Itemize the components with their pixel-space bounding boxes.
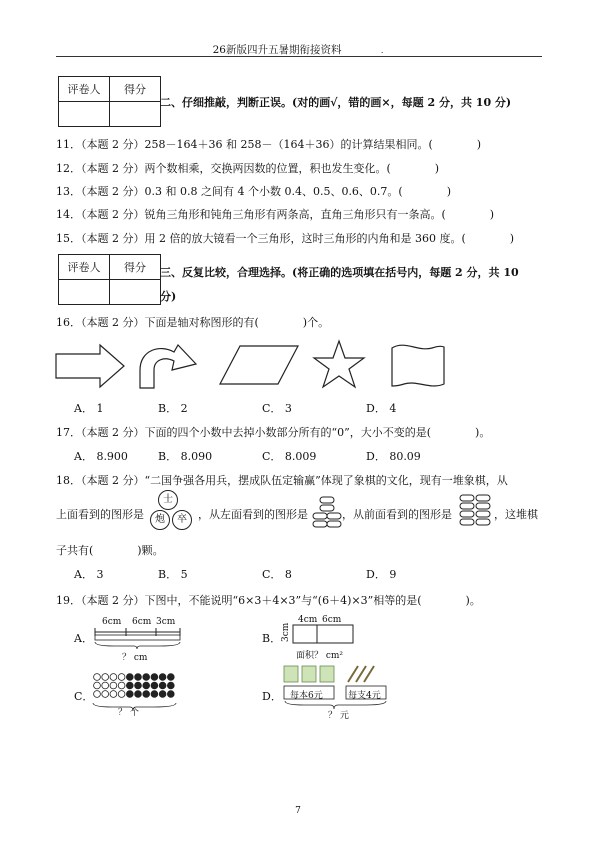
hollow-dot	[102, 674, 109, 681]
parallelogram-shape	[220, 346, 298, 384]
q16-stem: 16．（本题 2 分）下面是轴对称图形的有( )个。	[56, 316, 330, 329]
q19-c-question: ？ 个	[118, 708, 139, 718]
chess-piece-shi: 士	[158, 490, 178, 510]
reviewer-cell: 评卷人	[59, 77, 110, 102]
q19-d-pen-price: 每支4元	[348, 691, 381, 701]
section3-title-line2: 分)	[160, 290, 177, 303]
filled-dot	[143, 674, 150, 681]
q19-b-height: 3cm	[281, 622, 291, 642]
hollow-dot	[102, 682, 109, 689]
q19-a-seg1: 6cm	[102, 617, 122, 627]
q19-a-diagram	[94, 626, 184, 650]
q19-option-a-label[interactable]: A．	[74, 632, 93, 645]
q17-option-a[interactable]: A． 8.900	[74, 450, 128, 463]
filled-dot	[151, 691, 158, 698]
section2-title: 二、仔细推敲，判断正误。(对的画√，错的画×，每题 2 分，共 10 分)	[160, 96, 512, 109]
chess-piece-pao: 炮	[150, 510, 170, 530]
chess-piece-zu: 卒	[172, 510, 192, 530]
chess-left-view	[312, 496, 342, 530]
q19-b-question: 面积？ cm²	[296, 651, 344, 661]
chess-front-view	[458, 494, 494, 532]
filled-dot	[126, 674, 133, 681]
q19-option-d-label[interactable]: D．	[262, 690, 282, 703]
filled-dot	[151, 682, 158, 689]
q18-line2a: 上面看到的图形是	[56, 508, 144, 521]
filled-dot	[135, 682, 142, 689]
q19-d-question: ？ 元	[328, 711, 349, 721]
q18-option-a[interactable]: A． 3	[74, 568, 104, 581]
filled-dot	[151, 674, 158, 681]
filled-dot	[167, 674, 174, 681]
arrow-right-shape	[56, 345, 124, 387]
filled-dot	[126, 691, 133, 698]
flag-shape	[392, 345, 444, 386]
hollow-dot	[94, 691, 101, 698]
filled-dot	[143, 682, 150, 689]
filled-dot	[143, 691, 150, 698]
filled-dot	[159, 682, 166, 689]
hollow-dot	[110, 674, 117, 681]
q18-line3: 子共有( )颗。	[56, 544, 164, 557]
score-cell: 得分	[110, 77, 161, 102]
q19-option-b-label[interactable]: B．	[262, 632, 282, 645]
page-number: 7	[295, 806, 301, 816]
filled-dot	[135, 674, 142, 681]
q14: 14．（本题 2 分）锐角三角形和钝角三角形有两条高，直角三角形只有一条高。( )	[56, 208, 495, 221]
q19-d-book-price: 每本6元	[290, 691, 323, 701]
hollow-dot	[94, 682, 101, 689]
q18-option-c[interactable]: C． 8	[262, 568, 292, 581]
q12: 12．（本题 2 分）两个数相乘，交换两因数的位置，积也发生变化。( )	[56, 162, 440, 175]
book-icon	[284, 666, 298, 682]
hollow-dot	[110, 682, 117, 689]
q17-stem: 17．（本题 2 分）下面的四个小数中去掉小数部分所有的“0”，大小不变的是( )。	[56, 426, 491, 439]
header-dot: .	[380, 46, 384, 55]
q15: 15．（本题 2 分）用 2 倍的放大镜看一个三角形，这时三角形的内角和是 360 度。( )	[56, 232, 515, 245]
filled-dot	[167, 682, 174, 689]
section3-title-line1: 三、反复比较，合理选择。(将正确的选项填在括号内，每题 2 分，共 10	[160, 266, 519, 279]
q18-line2d: ，这堆棋	[494, 508, 538, 521]
hollow-dot	[118, 674, 125, 681]
q18-line1: 18．（本题 2 分）“二国争强各用兵，摆成队伍定输赢”体现了象棋的文化，现有一堆象棋，从	[56, 474, 508, 487]
q18-line2c: ，从前面看到的图形是	[342, 508, 452, 521]
q19-a-seg2: 6cm	[132, 617, 152, 627]
q19-b-width2: 6cm	[322, 615, 342, 625]
score-cell: 得分	[110, 255, 161, 280]
chess-top-view	[150, 490, 198, 534]
hollow-dot	[118, 682, 125, 689]
star-shape	[314, 341, 364, 387]
q19-b-width1: 4cm	[298, 615, 318, 625]
q16-option-b[interactable]: B． 2	[158, 402, 188, 415]
q18-option-d[interactable]: D． 9	[366, 568, 397, 581]
hollow-dot	[102, 691, 109, 698]
book-icon	[320, 666, 334, 682]
q19-stem: 19．（本题 2 分）下图中，不能说明“6×3＋4×3”与“(6＋4)×3”相等的是( )。	[56, 594, 481, 607]
q18-line2b: ，从左面看到的图形是	[198, 508, 308, 521]
q16-option-d[interactable]: D． 4	[366, 402, 397, 415]
filled-dot	[126, 682, 133, 689]
header-title: 26新版四升五暑期衔接资料	[212, 44, 342, 56]
hollow-dot	[94, 674, 101, 681]
filled-dot	[159, 691, 166, 698]
filled-dot	[135, 691, 142, 698]
q13: 13．（本题 2 分）0.3 和 0.8 之间有 4 个小数 0.4、0.5、0.6、0.7。( )	[56, 185, 452, 198]
q17-option-d[interactable]: D． 80.09	[366, 450, 421, 463]
q19-b-diagram	[292, 624, 356, 646]
q19-a-seg3: 3cm	[156, 617, 176, 627]
filled-dot	[167, 691, 174, 698]
book-icon	[302, 666, 316, 682]
q19-a-question: ？ cm	[122, 653, 148, 663]
curved-arrow-shape	[140, 345, 196, 388]
q16-shapes	[0, 0, 596, 400]
hollow-dot	[118, 691, 125, 698]
reviewer-cell: 评卷人	[59, 255, 110, 280]
filled-dot	[159, 674, 166, 681]
q18-option-b[interactable]: B． 5	[158, 568, 188, 581]
q16-option-c[interactable]: C． 3	[262, 402, 292, 415]
hollow-dot	[110, 691, 117, 698]
q17-option-c[interactable]: C． 8.009	[262, 450, 317, 463]
q19-option-c-label[interactable]: C．	[74, 690, 94, 703]
q17-option-b[interactable]: B． 8.090	[158, 450, 213, 463]
q11: 11．（本题 2 分）258－164＋36 和 258－（164＋36）的计算结果相同。( )	[56, 138, 482, 151]
q16-option-a[interactable]: A． 1	[74, 402, 104, 415]
